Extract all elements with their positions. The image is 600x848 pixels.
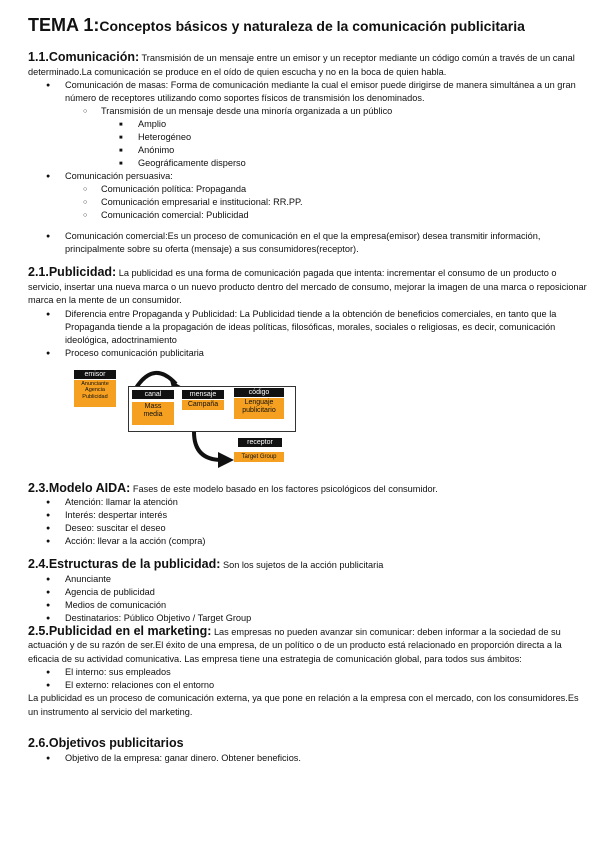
list-item: ● Proceso comunicación publicitaria xyxy=(28,347,588,360)
section-aida xyxy=(28,482,588,497)
section-estructuras xyxy=(28,558,588,573)
emisor-box: Anunciante Agencia Publicidad xyxy=(74,380,116,407)
title-text: Conceptos básicos y naturaleza de la comunicación publicitaria xyxy=(99,18,525,34)
section-comunicacion xyxy=(28,51,588,79)
list-item xyxy=(28,170,588,222)
section-objetivos xyxy=(28,737,588,752)
sublist xyxy=(28,105,588,170)
section-heading: 2.3.Modelo AIDA: xyxy=(28,480,131,495)
sublist-item: ○ Comunicación política: Propaganda xyxy=(28,183,588,196)
mensaje-box: Campaña xyxy=(182,400,224,410)
list-comunicacion xyxy=(28,79,588,222)
list-item xyxy=(28,79,588,170)
list-objetivos xyxy=(28,752,588,765)
section-text-after: La publicidad es un proceso de comunicación externa, ya que pone en relación a la empresa con el mercado, con los consumidores.Es un instrumento al servicio del marketing. xyxy=(28,693,579,717)
list-item: ● Agencia de publicidad xyxy=(28,586,588,599)
section-heading: 2.4.Estructuras de la publicidad: xyxy=(28,557,221,571)
section-text: Son los sujetos de la acción publicitaria xyxy=(220,560,384,570)
list-aida xyxy=(28,496,588,548)
curved-arrow-down-icon xyxy=(188,432,238,472)
sublist-item-text: Transmisión de un mensaje desde una minoría organizada a un público xyxy=(101,106,393,116)
sublist-item xyxy=(28,105,588,170)
list-item: ● Interés: despertar interés xyxy=(28,509,588,522)
title-number: TEMA 1: xyxy=(28,15,100,35)
section-publicidad xyxy=(28,266,588,308)
codigo-box: Lenguaje publicitario xyxy=(234,398,284,419)
canal-label: canal xyxy=(132,390,174,399)
emisor-label: emisor xyxy=(74,370,116,379)
sublist-item: ○ Comunicación empresarial e institucional: RR.PP. xyxy=(28,196,588,209)
subsublist-item: ■ Amplio xyxy=(28,118,588,131)
list-comunicacion-comercial xyxy=(28,230,588,256)
mensaje-label: mensaje xyxy=(182,390,224,399)
list-item-text: Comunicación de masas: Forma de comunicación mediante la cual el emisor puede dirigirse de manera simultánea a un gran número de receptores utilizando como soportes físicos de transmisión los denominados. xyxy=(65,80,576,103)
section-text: La publicidad es una forma de comunicación pagada que intenta: incrementar el consumo de un producto o servicio, insertar una nueva marca o un nuevo producto dentro del mercado de consumo, mejorar la imagen de una marca o reposicionar marca en la mente de un consumidor. xyxy=(28,268,587,305)
page-title xyxy=(28,14,588,37)
receptor-box: Target Group xyxy=(234,452,284,462)
list-item: ● Acción: llevar a la acción (compra) xyxy=(28,535,588,548)
receptor-label: receptor xyxy=(238,438,282,447)
list-item: ● Destinatarios: Público Objetivo / Target Group xyxy=(28,612,588,625)
communication-process-diagram xyxy=(28,366,588,478)
list-item: ● Objetivo de la empresa: ganar dinero. Obtener beneficios. xyxy=(28,752,588,765)
section-text: Transmisión de un mensaje entre un emisor y un receptor mediante un código común a través de un canal determinado.La comunicación se produce en el oído de quien escucha y no en la boca de quien habla. xyxy=(28,53,575,77)
section-text: Las empresas no pueden avanzar sin comunicar: deben informar a la sociedad de su actuación y de su razón de ser.El éxito de una empresa, de un político o de un producto está relacionado en proporción directa a la eficacia de su actividad comunicativa. Las empresa tiene una estrategia de comunicación global, para todos sus ámbitos: xyxy=(28,626,562,664)
sublist xyxy=(28,183,588,222)
subsublist-item: ■ Anónimo xyxy=(28,144,588,157)
section-text: Fases de este modelo basado en los factores psicológicos del consumidor. xyxy=(130,483,438,494)
section-marketing xyxy=(28,625,588,667)
list-item: ● Deseo: suscitar el deseo xyxy=(28,522,588,535)
subsublist-item: ■ Geográficamente disperso xyxy=(28,157,588,170)
subsublist xyxy=(28,118,588,170)
sublist-item: ○ Comunicación comercial: Publicidad xyxy=(28,209,588,222)
list-item: ● El interno: sus empleados xyxy=(28,666,588,679)
section-heading: 2.1.Publicidad: xyxy=(28,265,117,279)
document-page xyxy=(28,14,588,765)
list-item: ● Atención: llamar la atención xyxy=(28,496,588,509)
list-item: ● El externo: relaciones con el entorno xyxy=(28,679,588,692)
list-item: ● Medios de comunicación xyxy=(28,599,588,612)
list-estructuras xyxy=(28,573,588,625)
codigo-label: código xyxy=(234,388,284,397)
canal-box: Mass media xyxy=(132,402,174,425)
list-item: ● Comunicación comercial:Es un proceso de comunicación en el que la empresa(emisor) desea transmitir información, principalmente sobre su oferta (mensaje) a sus consumidores(receptor). xyxy=(28,230,588,256)
section-heading: 2.6.Objetivos publicitarios xyxy=(28,736,184,750)
list-marketing xyxy=(28,666,588,692)
list-item: ● Anunciante xyxy=(28,573,588,586)
list-publicidad xyxy=(28,308,588,360)
list-item-text: Comunicación persuasiva: xyxy=(65,171,173,181)
section-heading: 1.1.Comunicación: xyxy=(28,50,140,64)
subsublist-item: ■ Heterogéneo xyxy=(28,131,588,144)
list-item: ● Diferencia entre Propaganda y Publicidad: La Publicidad tiende a la obtención de beneficios comerciales, en tanto que la Propaganda tiende a la propagación de ideas políticas, filosóficas, morales, sociales o religiosas, es decir, comunicación ideológica, adoctrinamiento xyxy=(28,308,588,347)
section-heading: 2.5.Publicidad en el marketing: xyxy=(28,623,212,638)
